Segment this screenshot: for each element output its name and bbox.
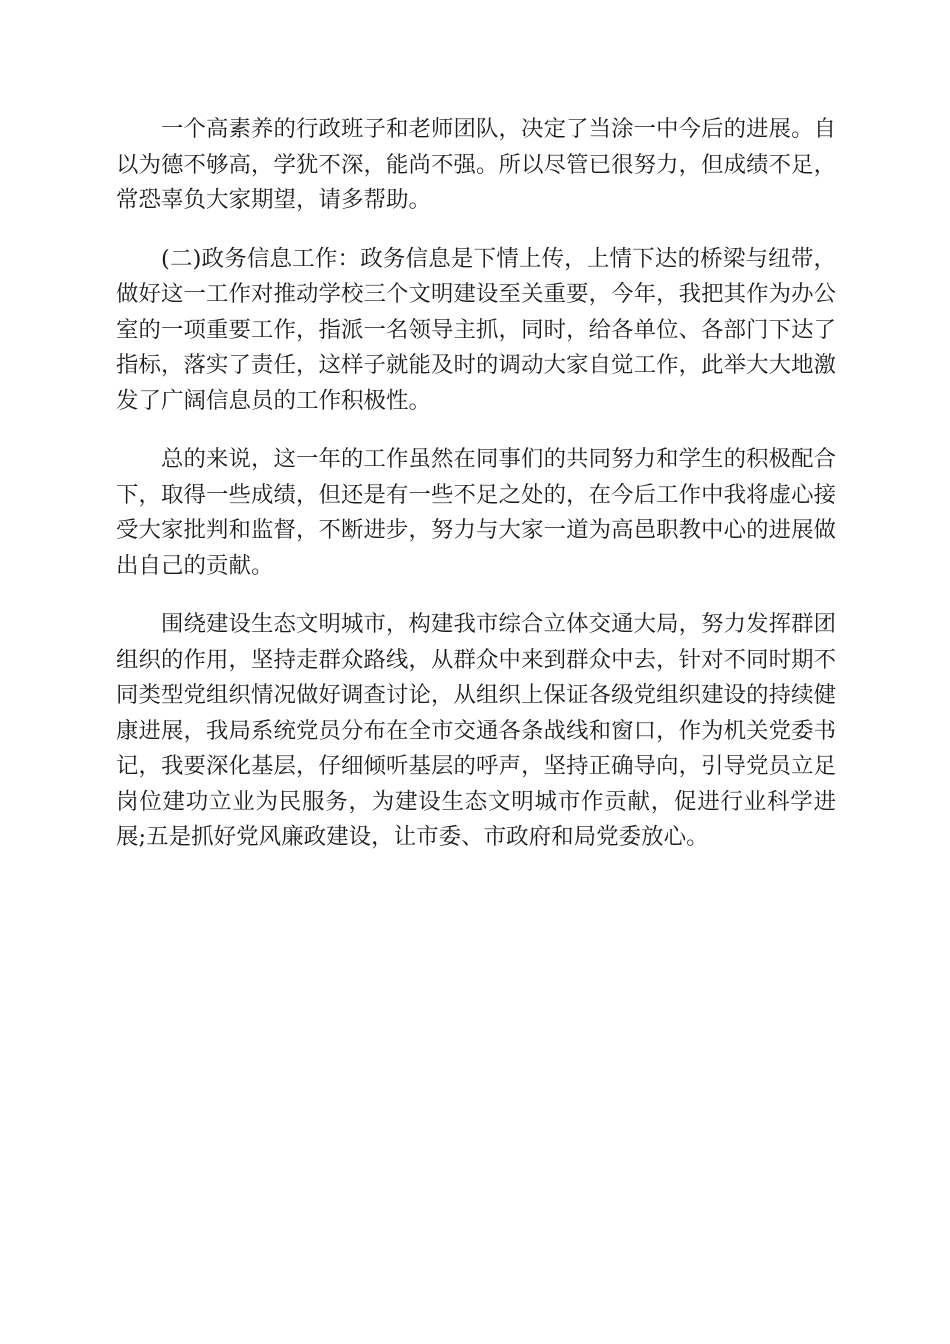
- text-line: 出自己的贡献。: [116, 552, 274, 579]
- text-line: (二)政务信息工作：政务信息是下情上传，上情下达的桥梁与纽带，: [161, 245, 836, 272]
- text-line: 一个高素养的行政班子和老师团队，决定了当涂一中今后的进展。自: [161, 116, 836, 142]
- text-line: 岗位建功立业为民服务，为建设生态文明城市作贡献，促进行业科学进: [116, 788, 836, 815]
- text-line: 指标，落实了责任，这样子就能及时的调动大家自觉工作，此举大大地激: [116, 352, 836, 378]
- text-line: 以为德不够高，学犹不深，能尚不强。所以尽管已很努力，但成绩不足，: [116, 151, 836, 178]
- text-line: 做好这一工作对推动学校三个文明建设至关重要，今年，我把其作为办公: [116, 281, 836, 307]
- text-line: 发了广阔信息员的工作积极性。: [116, 387, 432, 414]
- text-line: 记，我要深化基层，仔细倾听基层的呼声，坚持正确导向，引导党员立足: [116, 753, 836, 779]
- text-line: 展;五是抓好党风廉政建设，让市委、市政府和局党委放心。: [116, 824, 709, 850]
- text-line: 围绕建设生态文明城市，构建我市综合立体交通大局，努力发挥群团: [161, 611, 836, 637]
- text-line: 同类型党组织情况做好调查讨论，从组织上保证各级党组织建设的持续健: [116, 682, 836, 708]
- text-line: 康进展，我局系统党员分布在全市交通各条战线和窗口，作为机关党委书: [116, 717, 836, 744]
- text-line: 组织的作用，坚持走群众路线，从群众中来到群众中去，针对不同时期不: [116, 646, 836, 673]
- text-line: 受大家批判和监督，不断进步，努力与大家一道为高邑职教中心的进展做: [116, 517, 836, 543]
- text-line: 总的来说，这一年的工作虽然在同事们的共同努力和学生的积极配合: [161, 446, 836, 472]
- paragraph-2: [116, 242, 836, 420]
- text-line: 室的一项重要工作，指派一名领导主抓，同时，给各单位、各部门下达了: [116, 316, 836, 343]
- text-line: 下，取得一些成绩，但还是有一些不足之处的，在今后工作中我将虚心接: [116, 481, 836, 508]
- paragraph-3: [116, 442, 836, 584]
- document-body: [116, 112, 836, 879]
- paragraph-1: [116, 112, 836, 219]
- text-line: 常恐辜负大家期望，请多帮助。: [116, 187, 432, 213]
- paragraph-4: [116, 607, 836, 856]
